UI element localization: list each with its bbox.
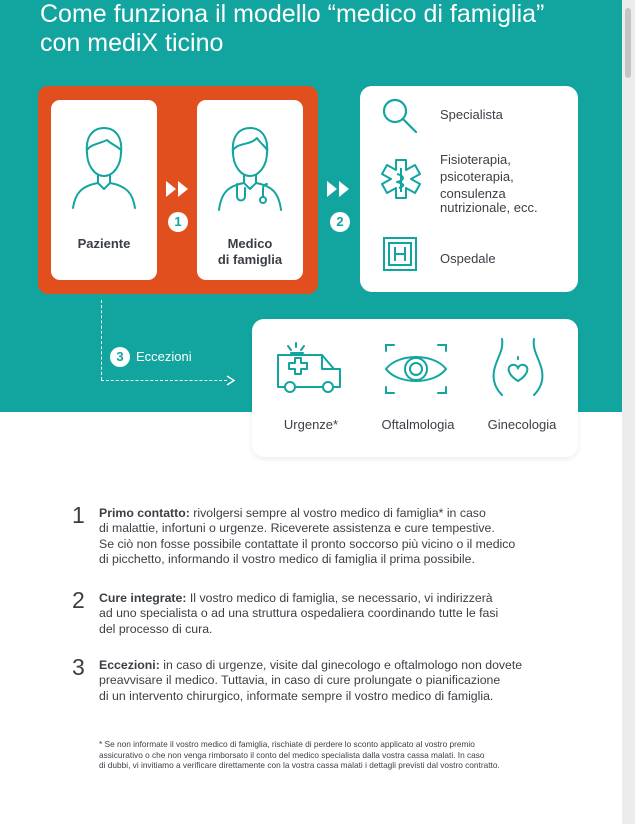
therapy-line-4: nutrizionale, ecc. — [440, 200, 538, 215]
step-1-line-1: rivolgersi sempre al vostro medico di famiglia* in caso — [193, 506, 486, 520]
title-line-1: Come funziona il modello “medico di famiglia” — [40, 0, 545, 28]
hospital-icon — [382, 236, 418, 272]
step-3-badge: 3 — [110, 347, 130, 367]
step-1-badge: 1 — [168, 212, 188, 232]
step-2-line-3: del processo di cura. — [99, 621, 213, 636]
step-1-line-3: Se ciò non fosse possibile contattate il pronto soccorso più vicino o il medico — [99, 536, 516, 551]
patient-icon — [67, 120, 141, 210]
exceptions-tag-label: Eccezioni — [136, 349, 192, 364]
referrals-card — [360, 86, 578, 292]
doctor-label — [197, 236, 303, 268]
exceptions-card — [252, 319, 578, 457]
footnote-line-2: assicurativo o che non venga rimborsato il conto del medico specialista dalla vostra cassa malati. In caso — [99, 749, 485, 760]
step-3-line-2: preavvisare il medico. Tuttavia, in caso di cure prolungate o pianificazione — [99, 673, 501, 688]
doctor-icon — [213, 120, 287, 212]
eye-icon — [380, 341, 452, 397]
footnote-line-3: di dubbi, vi invitiamo a verificare direttamente con la vostra cassa malati i dettagli previsti dal vostro contratto. — [99, 760, 500, 771]
step-2-badge: 2 — [330, 212, 350, 232]
patient-card — [51, 100, 157, 280]
page-title — [40, 0, 610, 58]
gynecology-icon — [488, 337, 548, 397]
exceptions-tag — [110, 347, 192, 367]
exception-ophthalmology: Oftalmologia — [381, 417, 455, 432]
step-text-3 — [99, 658, 599, 704]
arrow-head-icon — [226, 375, 236, 386]
medical-star-icon — [380, 158, 422, 200]
exception-gynecology: Ginecologia — [487, 417, 557, 432]
step-3-line-1: in caso di urgenze, visite dal ginecologo e oftalmologo non dovete — [163, 658, 523, 672]
step-2-line-2: ad uno specialista o ad una struttura ospedaliera coordinando tutte le fasi — [99, 606, 499, 621]
step-heading-3: Eccezioni: — [99, 658, 160, 672]
scrollbar-track[interactable] — [622, 0, 635, 824]
patient-label: Paziente — [77, 236, 131, 251]
doctor-label-line-2: di famiglia — [217, 252, 283, 267]
step-1-line-4: di picchetto, informando il vostro medico di famiglia il prima possibile. — [99, 552, 475, 567]
step-heading-1: Primo contatto: — [99, 506, 190, 520]
dashed-connector-horizontal — [101, 380, 227, 381]
footnote — [99, 739, 599, 771]
scrollbar-thumb[interactable] — [625, 8, 631, 78]
family-doctor-card — [197, 100, 303, 280]
magnifier-icon — [380, 96, 420, 136]
therapy-list — [440, 152, 538, 215]
step-heading-2: Cure integrate: — [99, 591, 187, 605]
therapy-line-1: Fisioterapia, — [440, 152, 511, 167]
doctor-label-line-1: Medico — [227, 236, 273, 251]
step-number-1: 1 — [72, 502, 85, 528]
hospital-label: Ospedale — [440, 251, 496, 266]
step-1-line-2: di malattie, infortuni o urgenze. Riceverete assistenza e cure tempestive. — [99, 521, 495, 536]
footnote-line-1: * Se non informate il vostro medico di famiglia, rischiate di perdere lo sconto applicato al vostro premio — [99, 739, 475, 749]
double-arrow-icon-2 — [327, 181, 351, 197]
exception-urgent: Urgenze* — [283, 417, 339, 432]
step-2-line-1: Il vostro medico di famiglia, se necessario, vi indirizzerà — [189, 591, 493, 605]
ambulance-icon — [276, 341, 344, 395]
step-number-3: 3 — [72, 654, 85, 680]
step-text-2 — [99, 591, 599, 637]
dashed-connector-vertical — [101, 300, 102, 380]
specialist-label: Specialista — [440, 107, 503, 122]
step-number-2: 2 — [72, 587, 85, 613]
double-arrow-icon-1 — [166, 181, 190, 197]
title-line-2: con mediX ticino — [40, 29, 224, 57]
therapy-line-2: psicoterapia, — [440, 169, 514, 184]
therapy-line-3: consulenza — [440, 186, 506, 201]
step-text-1 — [99, 506, 599, 568]
step-3-line-3: di un intervento chirurgico, informate sempre il vostro medico di famiglia. — [99, 688, 494, 703]
